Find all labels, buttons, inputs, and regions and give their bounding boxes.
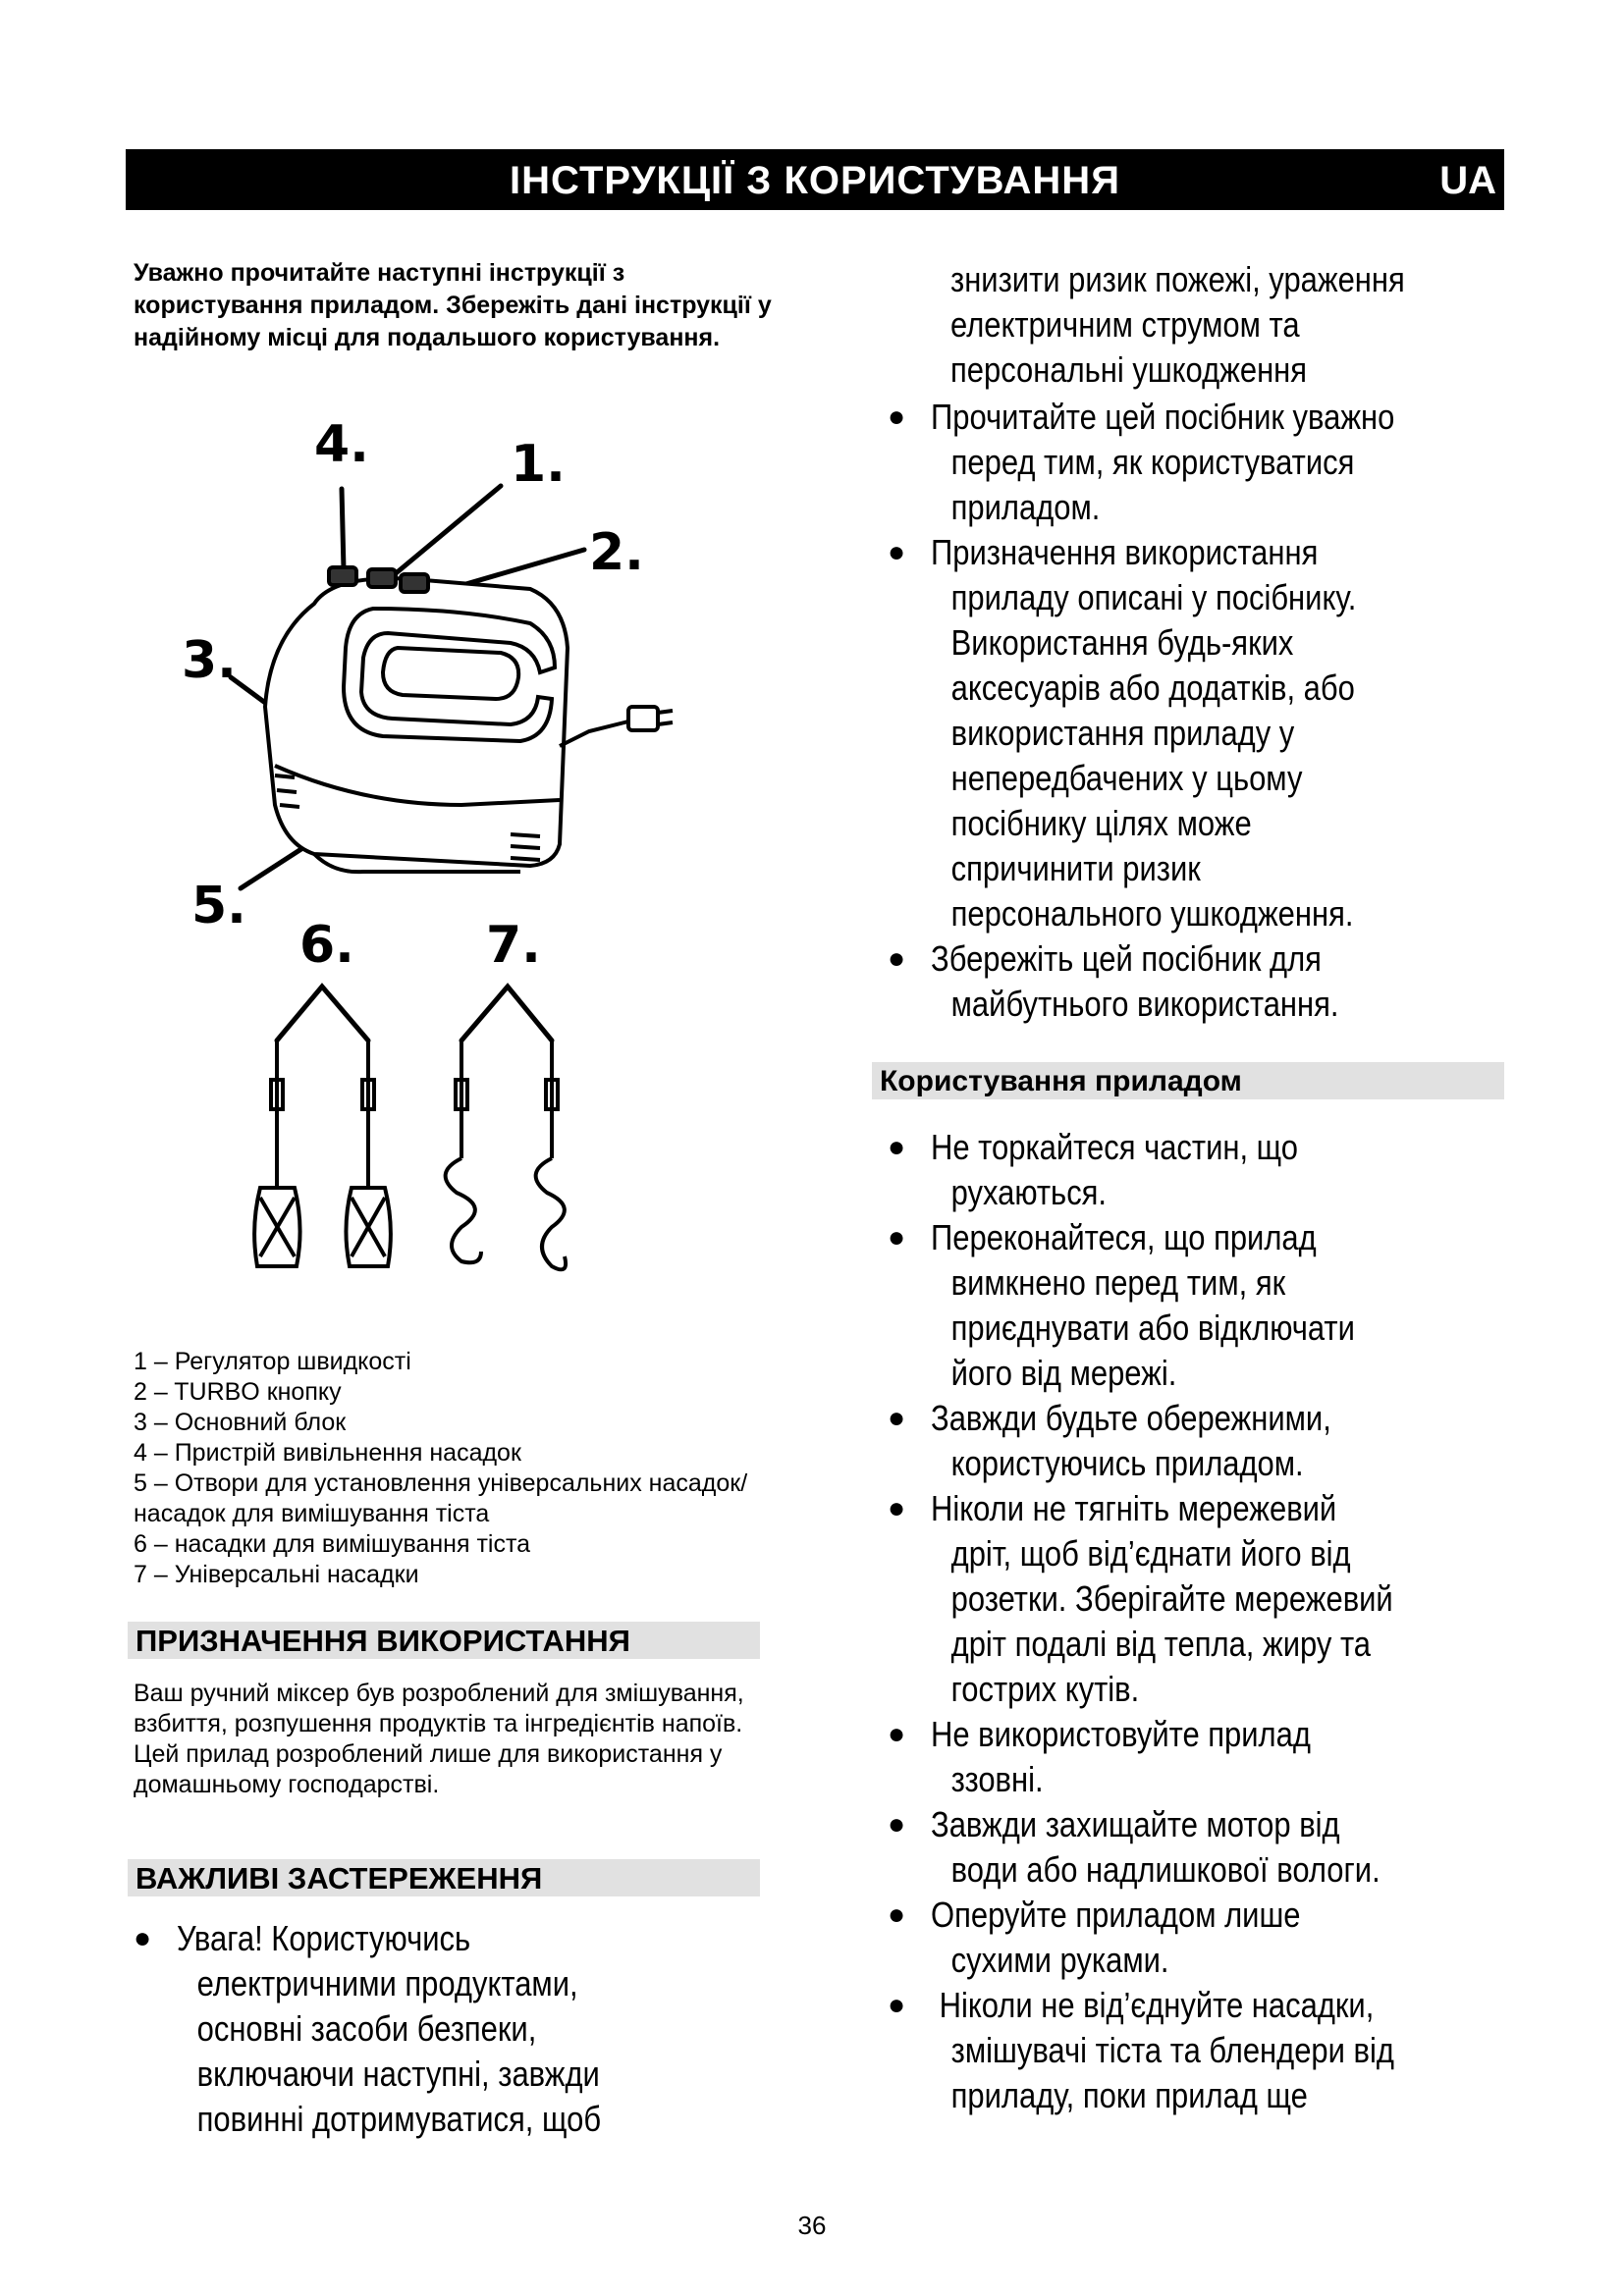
usage-item: ● Не торкайтеся частин, що рухаються. bbox=[888, 1127, 1299, 1212]
label-2: 2. bbox=[589, 523, 644, 582]
leader-4 bbox=[342, 489, 344, 569]
beaters-dough-hooks bbox=[446, 1041, 566, 1269]
legend-item: 7 – Універсальні насадки bbox=[134, 1561, 419, 1588]
continuation-text: знизити ризик пожежі, ураження електричним струмом та персональні ушкодження bbox=[950, 259, 1405, 390]
usage-heading: Користування приладом bbox=[872, 1062, 1504, 1099]
beaters-whisks bbox=[254, 1041, 391, 1266]
legend-item: 5 – Отвори для установлення універсальних насадок/насадок для вимішування тіста bbox=[134, 1469, 748, 1527]
safety-list bbox=[878, 395, 1506, 1027]
warnings-list bbox=[124, 1916, 772, 2142]
usage-item: ● Ніколи не від’єднуйте насадки, змішувачі тіста та блендери від приладу, поки прилад ще bbox=[888, 1985, 1394, 2115]
safety-item: ● Призначення використання приладу описані у посібнику. Використання будь-яких аксесуарів або додатків, або використання приладу у непередбачених у цьому посібнику цілях може спричинити ризик персонального ушкодження. bbox=[888, 532, 1357, 934]
page-number: 36 bbox=[797, 2211, 827, 2240]
bullet-icon: ● bbox=[134, 1922, 152, 1954]
legend-item: 3 – Основний блок bbox=[134, 1409, 347, 1436]
language-code: UA bbox=[1439, 159, 1496, 202]
purpose-heading: ПРИЗНАЧЕННЯ ВИКОРИСТАННЯ bbox=[128, 1622, 760, 1659]
legend-item: 1 – Регулятор швидкості bbox=[134, 1348, 411, 1375]
mixer-diagram bbox=[167, 412, 717, 1315]
safety-item: ● Прочитайте цей посібник уважно перед тим, як користуватися приладом. bbox=[888, 397, 1395, 527]
mixer-body bbox=[265, 567, 673, 872]
legend-item: 6 – насадки для вимішування тіста bbox=[134, 1530, 531, 1558]
safety-item: ● Збережіть цей посібник для майбутнього використання. bbox=[888, 938, 1339, 1024]
legend-item: 2 – TURBO кнопку bbox=[134, 1378, 342, 1406]
usage-item: ● Оперуйте приладом лише сухими руками. bbox=[888, 1895, 1301, 1980]
page-title: ІНСТРУКЦІЇ З КОРИСТУВАННЯ bbox=[510, 159, 1120, 202]
parts-legend bbox=[134, 1347, 782, 1590]
leader-1 bbox=[383, 486, 501, 584]
leader-6 bbox=[277, 987, 368, 1041]
usage-item: ● Завжди будьте обережними, користуючись приладом. bbox=[888, 1398, 1331, 1483]
usage-item: ● Завжди захищайте мотор від води або надлишкової вологи. bbox=[888, 1804, 1380, 1890]
label-7: 7. bbox=[486, 916, 541, 975]
leader-7 bbox=[461, 987, 552, 1041]
usage-item: ● Не використовуйте прилад ззовні. bbox=[888, 1714, 1311, 1799]
intro-text: Уважно прочитайте наступні інструкції з користування приладом. Збережіть дані інструкції у надійному місці для подальшого користування. bbox=[134, 259, 772, 351]
header-bar bbox=[126, 149, 1504, 210]
usage-item: ● Переконайтеся, що прилад вимкнено перед тим, як приєднувати або відключати його від мережі. bbox=[888, 1217, 1355, 1393]
purpose-text: Ваш ручний міксер був розроблений для змішування, взбиття, розпушення продуктів та інгредієнтів напоїв. Цей прилад розроблений лише для використання у домашньому господарстві. bbox=[134, 1680, 744, 1798]
usage-list bbox=[878, 1125, 1506, 2118]
label-5: 5. bbox=[191, 877, 246, 935]
usage-item: ● Ніколи не тягніть мережевий дріт, щоб від’єднати його від розетки. Зберігайте мережевий дріт подалі від тепла, жиру та гострих кутів. bbox=[888, 1488, 1393, 1709]
label-3: 3. bbox=[182, 631, 237, 690]
warning-item: ● Увага! Користуючись електричними продуктами, основні засоби безпеки, включаючи наступні, завжди повинні дотримуватися, щоб bbox=[134, 1918, 602, 2139]
label-6: 6. bbox=[299, 916, 354, 975]
label-4: 4. bbox=[314, 415, 369, 474]
label-1: 1. bbox=[511, 435, 566, 494]
warnings-heading: ВАЖЛИВІ ЗАСТЕРЕЖЕННЯ bbox=[128, 1859, 760, 1896]
legend-item: 4 – Пристрій вивільнення насадок bbox=[134, 1439, 521, 1467]
